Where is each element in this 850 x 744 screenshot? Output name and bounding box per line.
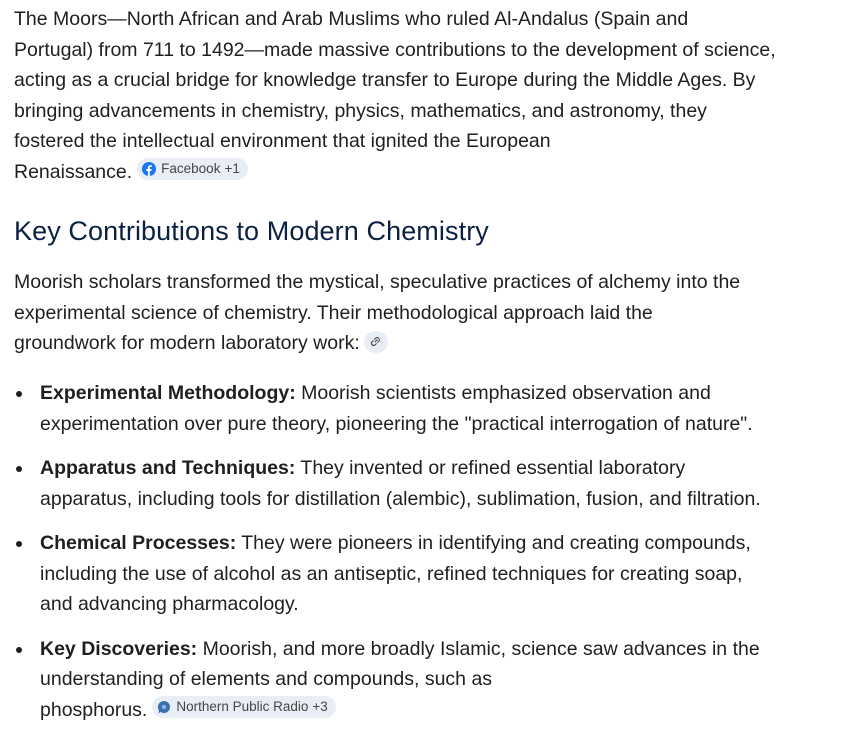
- contributions-list: [14, 378, 834, 725]
- section-intro-line: Moorish scholars transformed the mystical, speculative practices of alchemy into the: [14, 271, 741, 293]
- list-item-line: apparatus, including tools for distillation (alembic), sublimation, fusion, and filtration.: [40, 487, 761, 510]
- list-item: [14, 453, 834, 514]
- source-link-button[interactable]: [364, 331, 388, 353]
- intro-line: acting as a crucial bridge for knowledge transfer to Europe during the Middle Ages. By: [14, 69, 756, 91]
- list-item-text: They were pioneers in identifying and creating compounds,: [236, 532, 751, 554]
- source-chip-label: Facebook: [161, 160, 221, 176]
- list-item-text: Moorish, and more broadly Islamic, science saw advances in the: [197, 637, 760, 660]
- intro-line-last: [14, 157, 834, 188]
- bullet-dot: [16, 391, 22, 397]
- intro-line: bringing advancements in chemistry, physics, mathematics, and astronomy, they: [14, 99, 707, 122]
- list-item-line: [40, 634, 834, 665]
- section-intro-line-last: [14, 328, 834, 359]
- section-heading: Key Contributions to Modern Chemistry: [14, 216, 489, 246]
- source-chip-label: Northern Public Radio: [176, 698, 309, 714]
- list-item-title: Key Discoveries:: [40, 637, 198, 660]
- source-chip-facebook[interactable]: [137, 158, 248, 180]
- link-icon: [369, 335, 382, 348]
- source-chip-count: +3: [312, 698, 328, 714]
- source-chip-count: +1: [224, 160, 240, 176]
- intro-line: Portugal) from 711 to 1492—made massive contributions to the development of science,: [14, 38, 776, 61]
- list-item-line: [40, 453, 834, 484]
- list-item-text: phosphorus.: [40, 698, 148, 721]
- list-item: [14, 634, 834, 726]
- list-item-title: Apparatus and Techniques:: [40, 457, 296, 479]
- list-item-text: Moorish scientists emphasized observation and: [295, 382, 711, 404]
- section-intro-line-text: groundwork for modern laboratory work:: [14, 332, 360, 354]
- list-item-title: Chemical Processes:: [40, 532, 237, 554]
- intro-paragraph: [14, 4, 834, 187]
- intro-line-text: Renaissance.: [14, 160, 133, 183]
- radio-source-icon: [157, 700, 171, 714]
- list-item-line: [40, 528, 834, 559]
- list-item-line: and advancing pharmacology.: [40, 593, 299, 615]
- list-item-line: understanding of elements and compounds, such as: [40, 668, 493, 690]
- list-item-line: experimentation over pure theory, pioneering the "practical interrogation of nature".: [40, 412, 753, 435]
- list-item-text: They invented or refined essential laboratory: [295, 457, 686, 479]
- list-item-line: [40, 378, 834, 409]
- bullet-dot: [16, 541, 22, 547]
- section-intro-line: experimental science of chemistry. Their methodological approach laid the: [14, 301, 653, 324]
- list-item-line: including the use of alcohol as an antiseptic, refined techniques for creating soap,: [40, 562, 743, 585]
- source-chip-northern-public-radio[interactable]: [152, 696, 335, 718]
- list-item: [14, 378, 834, 439]
- section-intro-paragraph: [14, 267, 834, 359]
- intro-line: The Moors—North African and Arab Muslims who ruled Al-Andalus (Spain and: [14, 8, 689, 30]
- bullet-dot: [16, 466, 22, 472]
- bullet-dot: [16, 647, 22, 653]
- list-item-title: Experimental Methodology:: [40, 382, 296, 404]
- facebook-icon: [142, 162, 156, 176]
- list-item: [14, 528, 834, 620]
- intro-line: fostered the intellectual environment that ignited the European: [14, 130, 551, 152]
- list-item-line-last: [40, 695, 834, 726]
